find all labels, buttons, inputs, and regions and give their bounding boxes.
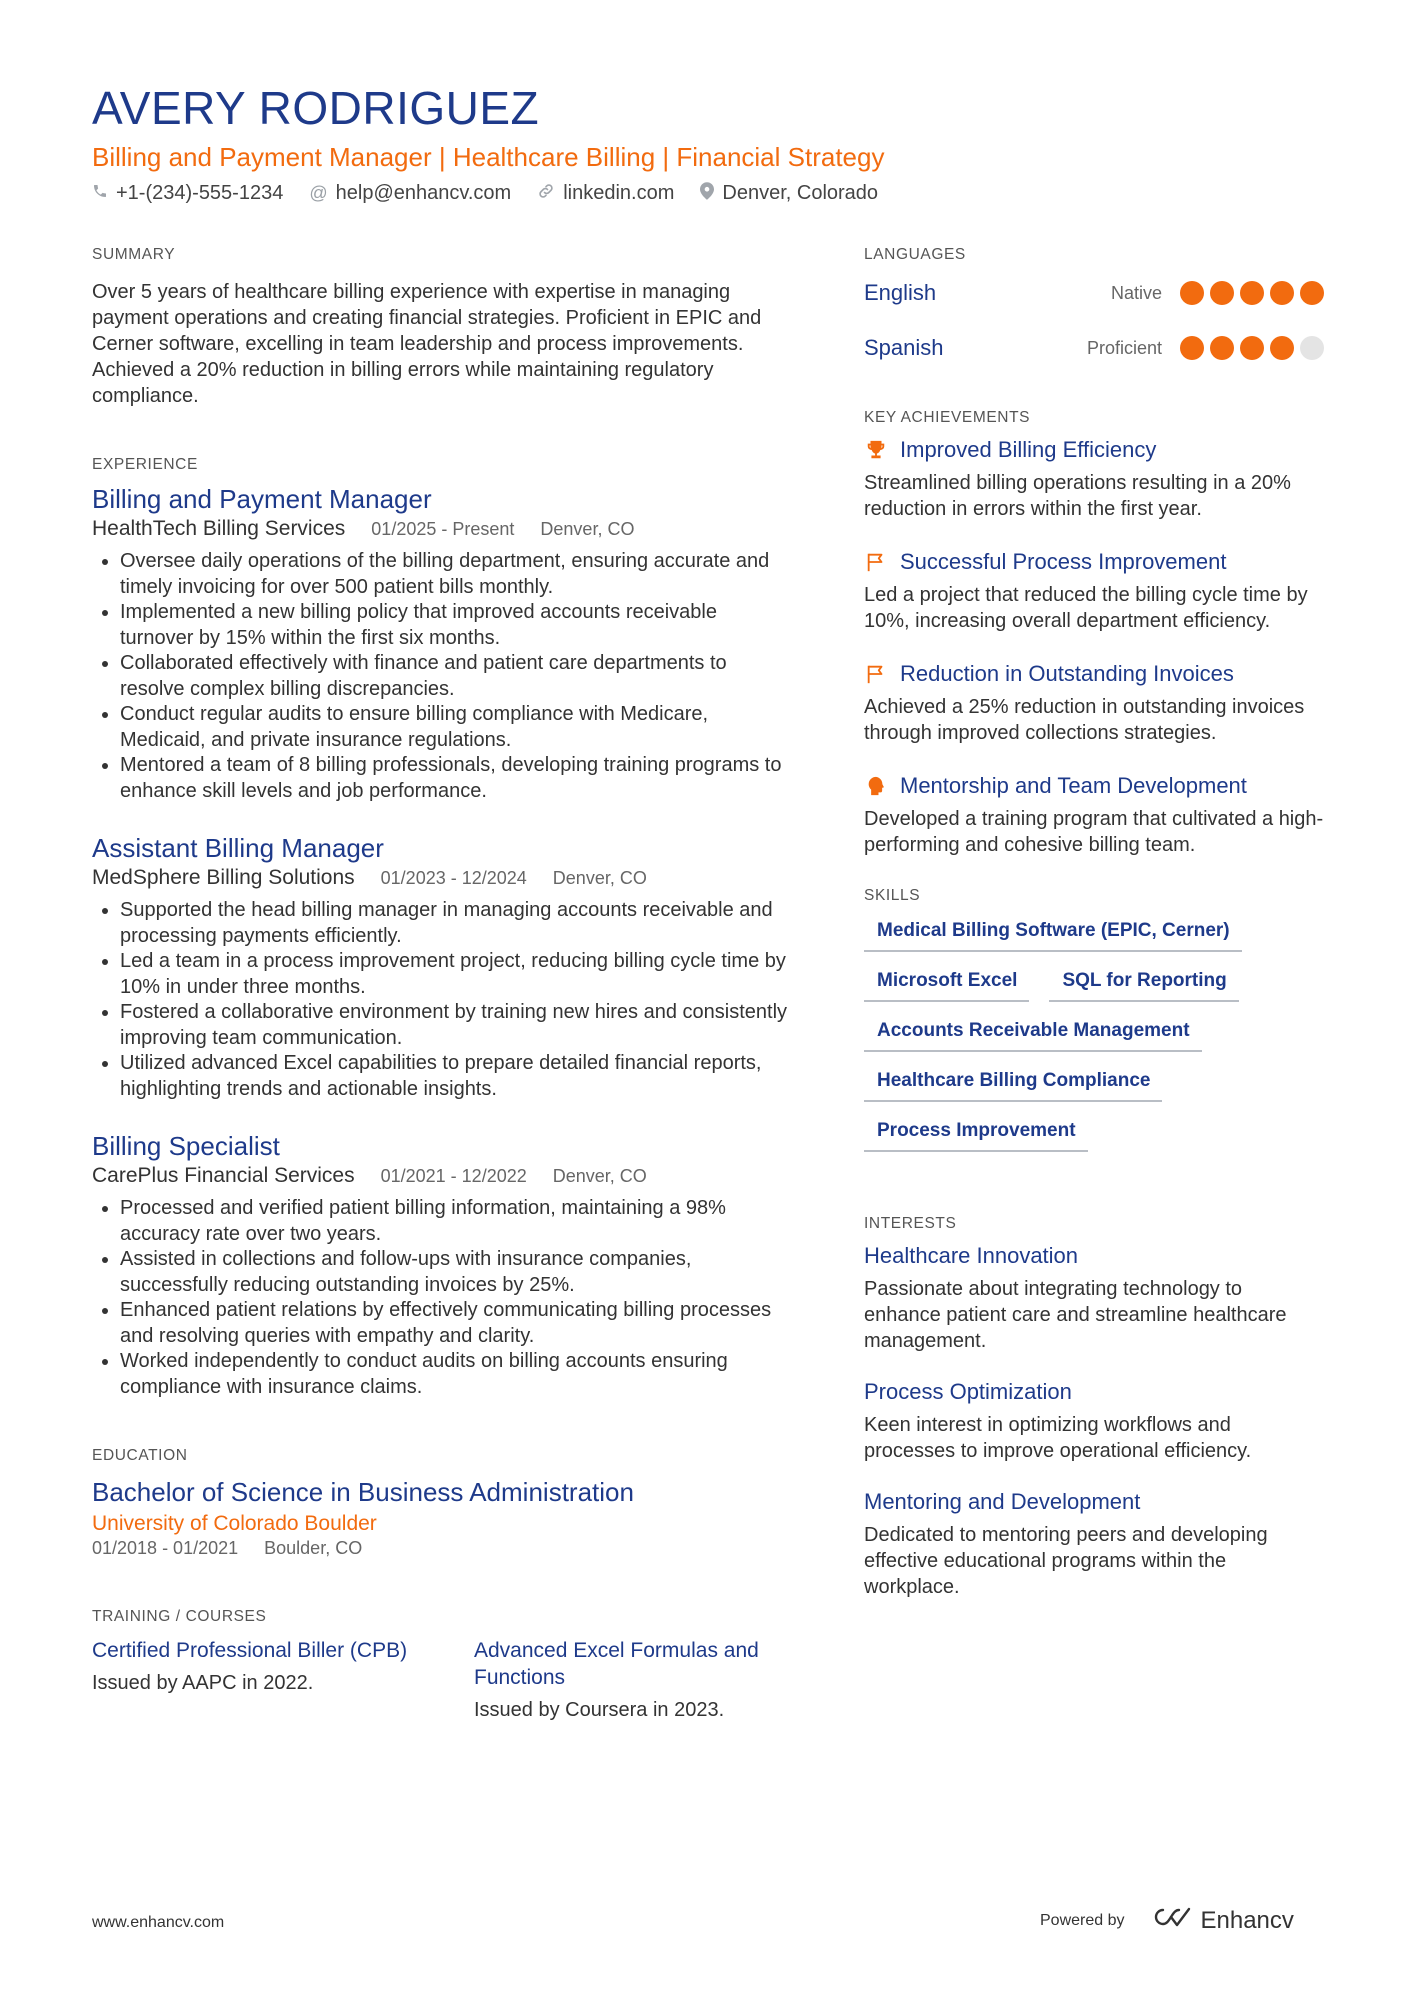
- education-school: University of Colorado Boulder: [92, 1512, 377, 1535]
- job-dates: 01/2021 - 12/2022: [380, 1166, 527, 1186]
- job-bullet: • Worked independently to conduct audits on billing accounts ensuring compliance with insurance claims.: [120, 1349, 792, 1400]
- language-name: English: [864, 280, 937, 305]
- achievements-section: [864, 408, 1324, 858]
- language-item: [864, 328, 1324, 368]
- language-level: Proficient: [1086, 337, 1162, 358]
- job-meta: [92, 1164, 792, 1188]
- achievement-title: Mentorship and Team Development: [900, 773, 1247, 798]
- experience-item: [92, 1130, 792, 1400]
- achievements-heading: KEY ACHIEVEMENTS: [864, 409, 1031, 426]
- rating-dot-filled: [1240, 281, 1264, 305]
- experience-heading: EXPERIENCE: [92, 456, 198, 473]
- language-name: Spanish: [864, 335, 944, 360]
- rating-dot-filled: [1180, 281, 1204, 305]
- footer-branding: [1040, 1905, 1294, 1936]
- course-list: [92, 1637, 792, 1722]
- achievement-head: [864, 772, 1324, 800]
- education-heading: EDUCATION: [92, 1447, 188, 1464]
- rating-dot-filled: [1210, 336, 1234, 360]
- rating-dot-filled: [1180, 336, 1204, 360]
- achievement-desc: Led a project that reduced the billing cycle time by 10%, increasing overall department efficiency.: [864, 584, 1308, 632]
- experience-section: [92, 455, 792, 1400]
- interests-heading: INTERESTS: [864, 1215, 957, 1232]
- achievement-title: Improved Billing Efficiency: [900, 437, 1157, 462]
- education-section: [92, 1446, 792, 1559]
- summary-heading: SUMMARY: [92, 246, 176, 263]
- phone-icon: [92, 183, 108, 204]
- resume-header: [92, 80, 1342, 205]
- interest-desc: Dedicated to mentoring peers and developing effective educational programs within the workplace.: [864, 1524, 1268, 1598]
- achievement-item: [864, 660, 1324, 746]
- education-degree: Bachelor of Science in Business Administration: [92, 1477, 634, 1507]
- flag-icon: [864, 662, 888, 686]
- skills-section: [864, 886, 1324, 1152]
- link-icon: [537, 182, 555, 205]
- contact-email-text: help@enhancv.com: [335, 182, 512, 204]
- candidate-title: Billing and Payment Manager | Healthcare Billing | Financial Strategy: [92, 142, 885, 172]
- skill-tag: Process Improvement: [864, 1112, 1088, 1152]
- contact-linkedin-text: linkedin.com: [563, 182, 675, 204]
- achievement-head: [864, 548, 1324, 576]
- language-rating: [1180, 281, 1324, 305]
- course-item: [92, 1637, 410, 1722]
- job-bullet: • Supported the head billing manager in managing accounts receivable and processing payments efficiently.: [120, 898, 792, 949]
- job-bullet: • Conduct regular audits to ensure billing compliance with Medicare, Medicaid, and private insurance regulations.: [120, 702, 792, 753]
- skills-heading: SKILLS: [864, 887, 921, 904]
- course-item: [474, 1637, 792, 1722]
- left-column: [92, 245, 792, 1722]
- job-company: HealthTech Billing Services: [92, 517, 346, 540]
- achievement-title: Successful Process Improvement: [900, 549, 1227, 574]
- interest-desc: Passionate about integrating technology to enhance patient care and streamline healthcare management.: [864, 1278, 1287, 1352]
- job-bullet: • Oversee daily operations of the billing department, ensuring accurate and timely invoicing for over 500 patient bills monthly.: [120, 549, 792, 600]
- rating-dot-filled: [1240, 336, 1264, 360]
- languages-section: [864, 245, 1324, 368]
- contact-email[interactable]: [309, 182, 511, 205]
- brand-name: Enhancv: [1200, 1906, 1294, 1934]
- skill-tag: Microsoft Excel: [864, 962, 1029, 1002]
- skill-tag: Healthcare Billing Compliance: [864, 1062, 1162, 1102]
- job-location: Denver, CO: [552, 1166, 647, 1186]
- achievement-item: [864, 548, 1324, 634]
- job-location: Denver, CO: [540, 519, 635, 539]
- contact-location-text: Denver, Colorado: [722, 182, 879, 204]
- interest-item: [864, 1242, 1324, 1354]
- rating-dot-filled: [1210, 281, 1234, 305]
- interest-item: [864, 1488, 1324, 1600]
- job-title: Billing Specialist: [92, 1131, 280, 1161]
- interest-title: Process Optimization: [864, 1379, 1072, 1404]
- achievement-desc: Streamlined billing operations resulting in a 20% reduction in errors within the first year.: [864, 472, 1291, 520]
- job-bullet: • Implemented a new billing policy that improved accounts receivable turnover by 15% within the first six months.: [120, 600, 792, 651]
- interest-title: Mentoring and Development: [864, 1489, 1141, 1514]
- contact-phone-text: +1-(234)-555-1234: [116, 182, 284, 204]
- achievement-item: [864, 436, 1324, 522]
- powered-by-label: Powered by: [1040, 1911, 1125, 1929]
- achievement-desc: Developed a training program that cultivated a high-performing and cohesive billing team.: [864, 808, 1324, 856]
- education-dates: 01/2018 - 01/2021: [92, 1538, 239, 1558]
- achievement-title: Reduction in Outstanding Invoices: [900, 661, 1234, 686]
- languages-heading: LANGUAGES: [864, 246, 966, 263]
- training-section: [92, 1607, 792, 1722]
- rating-dot-filled: [1300, 281, 1324, 305]
- right-column: [864, 245, 1324, 1624]
- job-meta: [92, 866, 792, 890]
- job-bullets: [92, 549, 792, 804]
- job-bullets: [92, 1196, 792, 1400]
- job-bullets: [92, 898, 792, 1102]
- contact-linkedin[interactable]: [537, 182, 674, 205]
- rating-dot-empty: [1300, 336, 1324, 360]
- rating-dot-filled: [1270, 336, 1294, 360]
- education-location: Boulder, CO: [264, 1538, 363, 1558]
- skill-tag: Accounts Receivable Management: [864, 1012, 1202, 1052]
- job-dates: 01/2025 - Present: [371, 519, 515, 539]
- footer-website[interactable]: www.enhancv.com: [92, 1914, 225, 1931]
- rating-dot-filled: [1270, 281, 1294, 305]
- skill-list: [864, 912, 1324, 1152]
- job-bullet: • Enhanced patient relations by effectively communicating billing processes and resolving queries with empathy and clarity.: [120, 1298, 792, 1349]
- trophy-icon: [864, 438, 888, 462]
- interest-desc: Keen interest in optimizing workflows and processes to improve operational efficiency.: [864, 1414, 1252, 1462]
- language-rating: [1180, 336, 1324, 360]
- job-bullet: • Mentored a team of 8 billing professionals, developing training programs to enhance skill levels and job performance.: [120, 753, 792, 804]
- job-dates: 01/2023 - 12/2024: [380, 868, 527, 888]
- course-desc: Issued by Coursera in 2023.: [474, 1699, 725, 1721]
- job-bullet: • Collaborated effectively with finance and patient care departments to resolve complex billing discrepancies.: [120, 651, 792, 702]
- summary-section: [92, 245, 792, 409]
- candidate-name: AVERY RODRIGUEZ: [92, 82, 540, 134]
- contact-list: [92, 182, 1342, 205]
- job-title: Assistant Billing Manager: [92, 833, 384, 863]
- course-title: Advanced Excel Formulas and Functions: [474, 1639, 759, 1689]
- interest-item: [864, 1378, 1324, 1464]
- language-level: Native: [1110, 282, 1162, 303]
- job-bullet: • Fostered a collaborative environment by training new hires and consistently improving team communication.: [120, 1000, 792, 1051]
- language-item: [864, 273, 1324, 313]
- brand-logo[interactable]: [1149, 1905, 1294, 1936]
- job-company: MedSphere Billing Solutions: [92, 866, 355, 889]
- job-bullet: • Utilized advanced Excel capabilities to prepare detailed financial reports, highlighting trends and actionable insights.: [120, 1051, 792, 1102]
- education-meta: [92, 1538, 792, 1559]
- job-company: CarePlus Financial Services: [92, 1164, 355, 1187]
- contact-phone[interactable]: [92, 182, 283, 205]
- contact-location: [700, 182, 878, 205]
- job-bullet: • Assisted in collections and follow-ups with insurance companies, successfully reducing outstanding invoices by 25%.: [120, 1247, 792, 1298]
- achievement-head: [864, 660, 1324, 688]
- achievement-item: [864, 772, 1324, 858]
- enhancv-logo-icon: [1149, 1905, 1193, 1936]
- job-title: Billing and Payment Manager: [92, 484, 432, 514]
- job-meta: [92, 517, 792, 541]
- job-bullet: • Led a team in a process improvement project, reducing billing cycle time by 10% in under three months.: [120, 949, 792, 1000]
- achievement-head: [864, 436, 1324, 464]
- at-icon: @: [309, 183, 328, 203]
- experience-item: [92, 483, 792, 804]
- job-location: Denver, CO: [552, 868, 647, 888]
- job-bullet: • Processed and verified patient billing information, maintaining a 98% accuracy rate over two years.: [120, 1196, 792, 1247]
- experience-item: [92, 832, 792, 1102]
- flag-icon: [864, 550, 888, 574]
- skill-tag: Medical Billing Software (EPIC, Cerner): [864, 912, 1242, 952]
- training-heading: TRAINING / COURSES: [92, 1608, 267, 1625]
- summary-text: Over 5 years of healthcare billing experience with expertise in managing payment operations and creating financial strategies. Proficient in EPIC and Cerner software, excelling in team leadership and process improvements. Achieved a 20% reduction in billing errors while maintaining regulatory compliance.: [92, 281, 762, 407]
- course-title: Certified Professional Biller (CPB): [92, 1639, 408, 1662]
- skill-tag: SQL for Reporting: [1049, 962, 1238, 1002]
- interests-section: [864, 1214, 1324, 1600]
- achievement-desc: Achieved a 25% reduction in outstanding invoices through improved collections strategies.: [864, 696, 1305, 744]
- course-desc: Issued by AAPC in 2022.: [92, 1672, 314, 1694]
- head-icon: [864, 774, 888, 798]
- interest-title: Healthcare Innovation: [864, 1243, 1079, 1268]
- location-icon: [700, 182, 714, 205]
